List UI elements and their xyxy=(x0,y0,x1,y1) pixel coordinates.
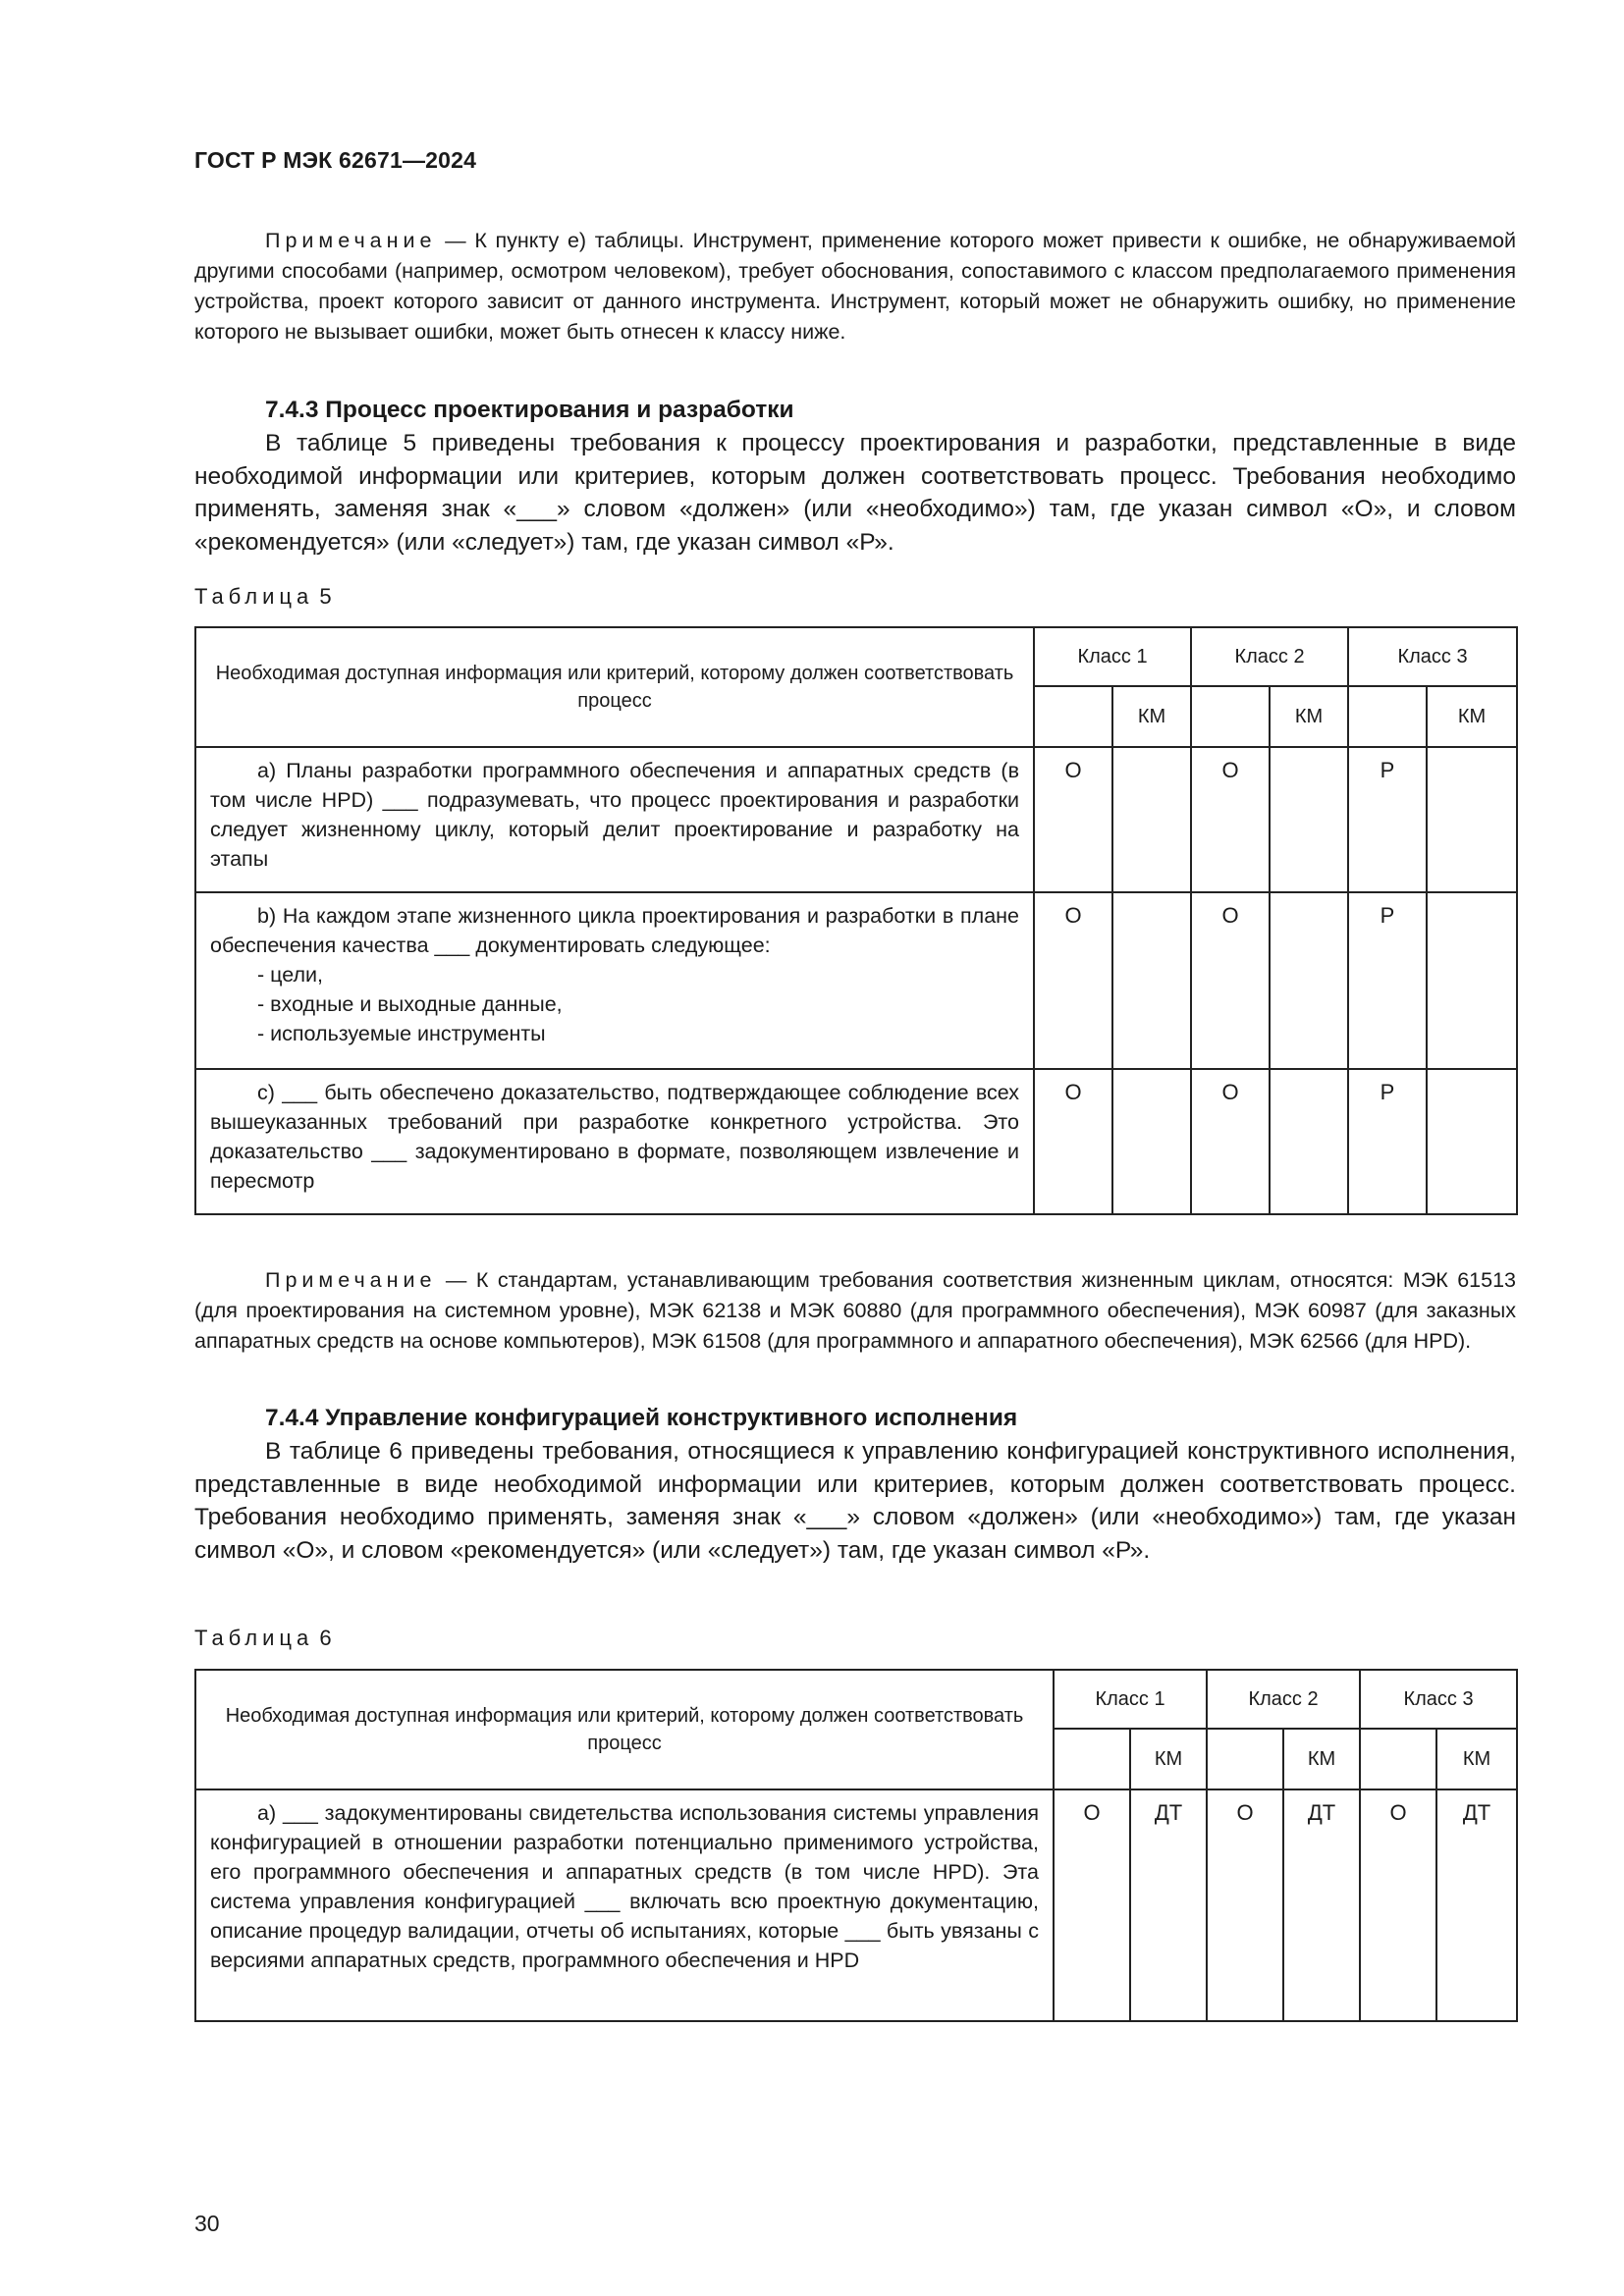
table-5-subheader-empty xyxy=(1034,686,1112,747)
document-header: ГОСТ Р МЭК 62671—2024 xyxy=(194,147,477,173)
table-6-header-class-1: Класс 1 xyxy=(1054,1670,1207,1729)
table-5-subheader-empty xyxy=(1191,686,1270,747)
table-6-header-class-2: Класс 2 xyxy=(1207,1670,1360,1729)
table-5-row-a-class-3-km xyxy=(1427,747,1517,892)
table-5-row-a-class-2-km xyxy=(1270,747,1348,892)
table-6-subheader-km: КМ xyxy=(1130,1729,1207,1789)
table-row xyxy=(195,1069,1517,1214)
table-6-header-class-3: Класс 3 xyxy=(1360,1670,1517,1729)
section-7-4-4-title: 7.4.4 Управление конфигурацией конструктивного исполнения xyxy=(265,1405,1018,1431)
table-5-row-c-class-2: О xyxy=(1191,1069,1270,1214)
table-5-row-c-class-3: Р xyxy=(1348,1069,1427,1214)
table-6 xyxy=(194,1669,1518,2022)
note-2 xyxy=(194,1265,1516,1357)
table-5-header-class-1: Класс 1 xyxy=(1034,627,1191,686)
table-6-subheader-km: КМ xyxy=(1436,1729,1517,1789)
table-5-label xyxy=(194,584,337,610)
note-1-text: — К пункту e) таблицы. Инструмент, применение которого может привести к ошибке, не обнаруживаемой другими способами (например, осмотром человеком), требует обоснования, сопоставимого с классом предполагаемого применения устройства, проект которого зависит от данного инструмента. Инструмент, который может не обнаружить ошибку, но применение которого не вызывает ошибки, может быть отнесен к классу ниже. xyxy=(194,229,1516,344)
list-item: - используемые инструменты xyxy=(257,1022,546,1045)
table-6-subheader-empty xyxy=(1360,1729,1436,1789)
table-5-row-a-class-3: Р xyxy=(1348,747,1427,892)
table-5-row-b-class-1-km xyxy=(1112,892,1191,1069)
table-6-subheader-empty xyxy=(1054,1729,1130,1789)
table-5-label-number: 5 xyxy=(319,584,337,609)
table-5-subheader-km: КМ xyxy=(1427,686,1517,747)
table-6-row-a-class-1-km: ДТ xyxy=(1130,1789,1207,2021)
note-1-label: Примечание xyxy=(265,229,437,252)
table-5-subheader-km: КМ xyxy=(1270,686,1348,747)
table-6-row-a-class-1: О xyxy=(1054,1789,1130,2021)
table-5-row-c-class-1: О xyxy=(1034,1069,1112,1214)
table-row xyxy=(195,892,1517,1069)
table-6-label-number: 6 xyxy=(319,1626,337,1650)
table-5-row-a-criterion xyxy=(195,747,1034,892)
table-5-header-criterion: Необходимая доступная информация или критерий, которому должен соответствовать процесс xyxy=(195,627,1034,747)
table-5-subheader-empty xyxy=(1348,686,1427,747)
table-5-label-word: Таблица xyxy=(194,584,314,609)
table-6-row-a-class-2-km: ДТ xyxy=(1283,1789,1360,2021)
table-5-row-b-class-3: Р xyxy=(1348,892,1427,1069)
table-5-row-c-class-1-km xyxy=(1112,1069,1191,1214)
note-2-label: Примечание xyxy=(265,1268,437,1292)
table-5-row-a-class-2: О xyxy=(1191,747,1270,892)
section-7-4-3-title: 7.4.3 Процесс проектирования и разработки xyxy=(265,397,794,423)
table-6-row-a-class-3: О xyxy=(1360,1789,1436,2021)
table-6-label xyxy=(194,1626,337,1651)
table-5-row-c-class-2-km xyxy=(1270,1069,1348,1214)
table-5-row-c-text: c) ___ быть обеспечено доказательство, подтверждающее соблюдение всех вышеуказанных требований при разработке конкретного устройства. Это доказательство ___ задокументировано в формате, позволяющем извлечение и пересмотр xyxy=(210,1081,1019,1193)
list-item: - цели, xyxy=(257,963,323,987)
table-5-row-c-criterion xyxy=(195,1069,1034,1214)
table-6-row-a-class-3-km: ДТ xyxy=(1436,1789,1517,2021)
table-5-row-b-criterion xyxy=(195,892,1034,1069)
list-item: - входные и выходные данные, xyxy=(257,992,563,1016)
table-6-row-a-class-2: О xyxy=(1207,1789,1283,2021)
table-5-row-a-class-1-km xyxy=(1112,747,1191,892)
table-row xyxy=(195,1789,1517,2021)
table-row xyxy=(195,747,1517,892)
table-5-row-b-class-2: О xyxy=(1191,892,1270,1069)
table-5-header-class-2: Класс 2 xyxy=(1191,627,1348,686)
table-5-subheader-km: КМ xyxy=(1112,686,1191,747)
section-7-4-3-text: В таблице 5 приведены требования к процессу проектирования и разработки, представленные в виде необходимой информации или критериев, которым должен соответствовать процесс. Требования необходимо применять, заменяя знак «___» словом «должен» (или «необходимо») там, где указан символ «О», и словом «рекомендуется» (или «следует») там, где указан символ «Р». xyxy=(194,430,1516,556)
table-5 xyxy=(194,626,1518,1215)
note-1 xyxy=(194,226,1516,347)
table-5-row-c-class-3-km xyxy=(1427,1069,1517,1214)
table-5-row-b-text: b) На каждом этапе жизненного цикла проектирования и разработки в плане обеспечения качества ___ документировать следующее: xyxy=(210,904,1019,957)
table-5-row-b-class-3-km xyxy=(1427,892,1517,1069)
table-5-row-a-class-1: О xyxy=(1034,747,1112,892)
table-6-subheader-empty xyxy=(1207,1729,1283,1789)
note-2-text: — К стандартам, устанавливающим требования соответствия жизненным циклам, относятся: МЭК 61513 (для проектирования на системном уровне), МЭК 62138 и МЭК 60880 (для программного обеспечения), МЭК 60987 (для заказных аппаратных средств на основе компьютеров), МЭК 61508 (для программного и аппаратного обеспечения), МЭК 62566 (для HPD). xyxy=(194,1268,1516,1353)
table-5-row-b-class-1: О xyxy=(1034,892,1112,1069)
table-5-row-a-text: a) Планы разработки программного обеспечения и аппаратных средств (в том числе HPD) ___ подразумевать, что процесс проектирования и разработки следует жизненному циклу, который делит проектирование и разработку на этапы xyxy=(210,759,1019,871)
table-6-row-a-criterion xyxy=(195,1789,1054,2021)
table-6-subheader-km: КМ xyxy=(1283,1729,1360,1789)
page-number: 30 xyxy=(194,2211,220,2236)
table-5-header-class-3: Класс 3 xyxy=(1348,627,1517,686)
table-6-row-a-text: a) ___ задокументированы свидетельства использования системы управления конфигурацией в отношении разработки потенциально применимого устройства, его программного обеспечения и аппаратных средств (в том числе HPD). Эта система управления конфигурацией ___ включать всю проектную документацию, описание процедур валидации, отчеты об испытаниях, которые ___ быть увязаны с версиями аппаратных средств, программного обеспечения и HPD xyxy=(210,1801,1039,1972)
table-6-header-criterion: Необходимая доступная информация или критерий, которому должен соответствовать процесс xyxy=(195,1670,1054,1789)
table-5-row-b-class-2-km xyxy=(1270,892,1348,1069)
table-5-row-b-list xyxy=(210,960,1019,1048)
table-6-label-word: Таблица xyxy=(194,1626,314,1650)
section-7-4-4-text: В таблице 6 приведены требования, относящиеся к управлению конфигурацией конструктивного исполнения, представленные в виде необходимой информации или критериев, которым должен соответствовать процесс. Требования необходимо применять, заменяя знак «___» словом «должен» (или «необходимо») там, где указан символ «О», и словом «рекомендуется» (или «следует») там, где указан символ «Р». xyxy=(194,1438,1516,1564)
